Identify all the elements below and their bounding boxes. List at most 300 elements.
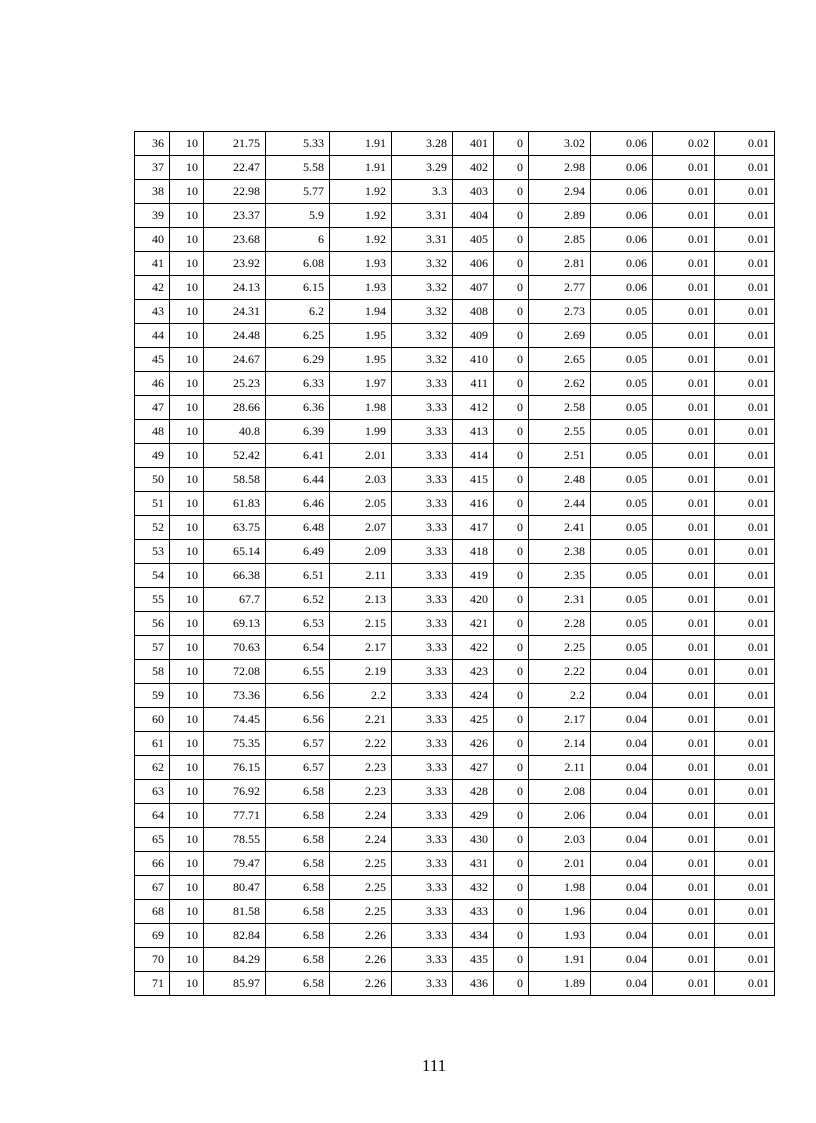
table-cell: 85.97	[204, 972, 266, 996]
table-cell: 66.38	[204, 564, 266, 588]
table-cell: 0.04	[591, 732, 653, 756]
table-cell: 0.04	[591, 972, 653, 996]
table-cell: 434	[453, 924, 494, 948]
table-cell: 0	[494, 180, 529, 204]
table-cell: 10	[170, 540, 204, 564]
table-cell: 2.31	[529, 588, 591, 612]
table-cell: 0	[494, 396, 529, 420]
table-cell: 3.33	[392, 708, 453, 732]
table-cell: 0.01	[715, 252, 775, 276]
table-cell: 2.24	[330, 804, 392, 828]
table-cell: 0.01	[715, 420, 775, 444]
table-cell: 0.01	[715, 924, 775, 948]
table-cell: 2.22	[330, 732, 392, 756]
table-cell: 0	[494, 948, 529, 972]
table-cell: 2.58	[529, 396, 591, 420]
table-cell: 1.89	[529, 972, 591, 996]
table-cell: 0.01	[653, 156, 715, 180]
table-cell: 3.33	[392, 492, 453, 516]
table-row	[135, 876, 775, 900]
table-cell: 2.38	[529, 540, 591, 564]
table-cell: 0.01	[715, 156, 775, 180]
table-cell: 1.92	[330, 204, 392, 228]
table-row	[135, 156, 775, 180]
table-cell: 53	[135, 540, 170, 564]
table-row	[135, 636, 775, 660]
table-cell: 0.01	[653, 852, 715, 876]
table-cell: 84.29	[204, 948, 266, 972]
table-cell: 433	[453, 900, 494, 924]
table-cell: 415	[453, 468, 494, 492]
table-cell: 0.04	[591, 804, 653, 828]
table-cell: 0	[494, 972, 529, 996]
table-cell: 2.25	[529, 636, 591, 660]
table-cell: 3.33	[392, 732, 453, 756]
table-row	[135, 708, 775, 732]
table-cell: 0	[494, 252, 529, 276]
table-cell: 6.44	[266, 468, 330, 492]
table-cell: 0.06	[591, 156, 653, 180]
table-cell: 0.05	[591, 612, 653, 636]
table-row	[135, 948, 775, 972]
table-cell: 435	[453, 948, 494, 972]
table-cell: 0.04	[591, 924, 653, 948]
table-cell: 0.06	[591, 252, 653, 276]
table-cell: 10	[170, 756, 204, 780]
table-cell: 10	[170, 804, 204, 828]
table-cell: 406	[453, 252, 494, 276]
table-cell: 2.89	[529, 204, 591, 228]
table-cell: 3.33	[392, 588, 453, 612]
table-cell: 0.01	[653, 564, 715, 588]
table-row	[135, 660, 775, 684]
table-cell: 0.01	[715, 180, 775, 204]
table-cell: 0.06	[591, 132, 653, 156]
table-cell: 3.32	[392, 300, 453, 324]
table-cell: 0.05	[591, 564, 653, 588]
table-row	[135, 732, 775, 756]
table-cell: 6.33	[266, 372, 330, 396]
table-cell: 3.33	[392, 564, 453, 588]
table-cell: 10	[170, 372, 204, 396]
table-cell: 2.01	[330, 444, 392, 468]
table-cell: 41	[135, 252, 170, 276]
table-cell: 3.33	[392, 612, 453, 636]
table-cell: 0	[494, 492, 529, 516]
table-cell: 0.05	[591, 492, 653, 516]
table-row	[135, 900, 775, 924]
table-cell: 0.05	[591, 468, 653, 492]
table-cell: 57	[135, 636, 170, 660]
table-cell: 0.01	[653, 660, 715, 684]
table-cell: 0.05	[591, 588, 653, 612]
table-cell: 0.02	[653, 132, 715, 156]
table-cell: 61	[135, 732, 170, 756]
table-cell: 0.01	[653, 276, 715, 300]
table-cell: 6.58	[266, 804, 330, 828]
table-cell: 69	[135, 924, 170, 948]
table-cell: 416	[453, 492, 494, 516]
table-cell: 3.32	[392, 324, 453, 348]
table-cell: 0.01	[653, 300, 715, 324]
table-row	[135, 228, 775, 252]
table-cell: 0.04	[591, 852, 653, 876]
table-row	[135, 324, 775, 348]
table-cell: 3.33	[392, 516, 453, 540]
table-cell: 6.58	[266, 972, 330, 996]
table-cell: 0.01	[715, 540, 775, 564]
table-cell: 60	[135, 708, 170, 732]
table-cell: 24.48	[204, 324, 266, 348]
table-cell: 10	[170, 300, 204, 324]
table-cell: 10	[170, 396, 204, 420]
table-row	[135, 852, 775, 876]
table-cell: 0.01	[653, 756, 715, 780]
table-cell: 74.45	[204, 708, 266, 732]
table-cell: 0	[494, 132, 529, 156]
table-cell: 0.01	[653, 948, 715, 972]
table-cell: 0	[494, 468, 529, 492]
table-cell: 47	[135, 396, 170, 420]
table-cell: 5.58	[266, 156, 330, 180]
table-cell: 10	[170, 660, 204, 684]
table-cell: 402	[453, 156, 494, 180]
table-cell: 3.33	[392, 828, 453, 852]
table-cell: 10	[170, 732, 204, 756]
table-cell: 6.58	[266, 780, 330, 804]
table-row	[135, 276, 775, 300]
table-cell: 1.93	[330, 252, 392, 276]
table-cell: 0	[494, 300, 529, 324]
table-cell: 67	[135, 876, 170, 900]
table-cell: 0	[494, 228, 529, 252]
table-cell: 54	[135, 564, 170, 588]
table-cell: 0.01	[715, 972, 775, 996]
table-cell: 0.04	[591, 756, 653, 780]
table-cell: 0.01	[715, 780, 775, 804]
table-cell: 5.77	[266, 180, 330, 204]
table-cell: 0.01	[653, 588, 715, 612]
table-cell: 10	[170, 924, 204, 948]
table-cell: 2.26	[330, 972, 392, 996]
table-cell: 10	[170, 276, 204, 300]
table-cell: 0.01	[653, 396, 715, 420]
table-cell: 43	[135, 300, 170, 324]
table-cell: 0	[494, 204, 529, 228]
table-cell: 428	[453, 780, 494, 804]
table-cell: 424	[453, 684, 494, 708]
table-cell: 403	[453, 180, 494, 204]
table-cell: 82.84	[204, 924, 266, 948]
table-cell: 0.01	[653, 804, 715, 828]
table-cell: 1.92	[330, 180, 392, 204]
table-cell: 3.33	[392, 852, 453, 876]
table-cell: 0.01	[653, 372, 715, 396]
table-cell: 0	[494, 516, 529, 540]
table-cell: 64	[135, 804, 170, 828]
table-cell: 38	[135, 180, 170, 204]
table-cell: 62	[135, 756, 170, 780]
table-cell: 6.36	[266, 396, 330, 420]
table-cell: 0.04	[591, 684, 653, 708]
table-cell: 6.56	[266, 708, 330, 732]
table-cell: 420	[453, 588, 494, 612]
table-cell: 2.41	[529, 516, 591, 540]
table-cell: 6.15	[266, 276, 330, 300]
table-cell: 1.91	[529, 948, 591, 972]
table-cell: 2.09	[330, 540, 392, 564]
table-cell: 10	[170, 492, 204, 516]
table-cell: 10	[170, 132, 204, 156]
table-cell: 0	[494, 564, 529, 588]
table-cell: 0.01	[715, 492, 775, 516]
table-cell: 10	[170, 564, 204, 588]
table-cell: 10	[170, 684, 204, 708]
table-cell: 2.2	[529, 684, 591, 708]
table-cell: 417	[453, 516, 494, 540]
table-cell: 46	[135, 372, 170, 396]
table-cell: 2.25	[330, 900, 392, 924]
table-cell: 6.46	[266, 492, 330, 516]
table-cell: 1.98	[330, 396, 392, 420]
table-cell: 0.01	[715, 276, 775, 300]
table-cell: 2.17	[330, 636, 392, 660]
table-cell: 2.21	[330, 708, 392, 732]
table-cell: 6.29	[266, 348, 330, 372]
table-cell: 2.48	[529, 468, 591, 492]
table-cell: 1.95	[330, 348, 392, 372]
table-cell: 0.01	[653, 828, 715, 852]
table-cell: 2.69	[529, 324, 591, 348]
table-cell: 72.08	[204, 660, 266, 684]
table-cell: 0.01	[715, 612, 775, 636]
table-cell: 23.68	[204, 228, 266, 252]
table-cell: 0	[494, 708, 529, 732]
table-cell: 52	[135, 516, 170, 540]
table-cell: 24.13	[204, 276, 266, 300]
table-cell: 49	[135, 444, 170, 468]
table-cell: 6.39	[266, 420, 330, 444]
table-cell: 3.32	[392, 252, 453, 276]
table-cell: 0.04	[591, 948, 653, 972]
table-cell: 48	[135, 420, 170, 444]
table-cell: 410	[453, 348, 494, 372]
table-cell: 70.63	[204, 636, 266, 660]
table-cell: 2.11	[330, 564, 392, 588]
table-cell: 0.01	[653, 180, 715, 204]
table-cell: 10	[170, 468, 204, 492]
table-cell: 79.47	[204, 852, 266, 876]
table-cell: 407	[453, 276, 494, 300]
table-cell: 2.26	[330, 924, 392, 948]
table-cell: 5.9	[266, 204, 330, 228]
table-cell: 2.73	[529, 300, 591, 324]
table-cell: 0.01	[715, 876, 775, 900]
table-cell: 3.31	[392, 228, 453, 252]
table-cell: 10	[170, 972, 204, 996]
table-cell: 75.35	[204, 732, 266, 756]
table-row	[135, 828, 775, 852]
table-cell: 0.06	[591, 204, 653, 228]
table-cell: 10	[170, 348, 204, 372]
table-cell: 0.01	[715, 516, 775, 540]
table-row	[135, 780, 775, 804]
table-cell: 0.01	[653, 348, 715, 372]
table-cell: 3.33	[392, 876, 453, 900]
table-cell: 37	[135, 156, 170, 180]
table-cell: 430	[453, 828, 494, 852]
table-cell: 0.01	[653, 780, 715, 804]
table-row	[135, 132, 775, 156]
table-cell: 1.92	[330, 228, 392, 252]
table-cell: 0	[494, 684, 529, 708]
table-cell: 2.25	[330, 852, 392, 876]
table-cell: 0.01	[653, 636, 715, 660]
table-cell: 1.95	[330, 324, 392, 348]
table-cell: 413	[453, 420, 494, 444]
table-cell: 6.55	[266, 660, 330, 684]
table-cell: 0.01	[653, 492, 715, 516]
table-cell: 6.49	[266, 540, 330, 564]
table-row	[135, 588, 775, 612]
table-cell: 0.01	[653, 900, 715, 924]
table-cell: 0.05	[591, 420, 653, 444]
table-cell: 3.33	[392, 540, 453, 564]
table-cell: 3.33	[392, 636, 453, 660]
table-cell: 3.33	[392, 396, 453, 420]
table-cell: 3.33	[392, 684, 453, 708]
table-cell: 1.97	[330, 372, 392, 396]
table-cell: 10	[170, 228, 204, 252]
table-cell: 0.04	[591, 708, 653, 732]
data-table	[134, 131, 775, 996]
table-cell: 10	[170, 780, 204, 804]
table-cell: 67.7	[204, 588, 266, 612]
table-cell: 426	[453, 732, 494, 756]
table-cell: 0.06	[591, 228, 653, 252]
table-row	[135, 540, 775, 564]
table-cell: 1.98	[529, 876, 591, 900]
table-cell: 0.05	[591, 372, 653, 396]
table-cell: 6.52	[266, 588, 330, 612]
table-cell: 61.83	[204, 492, 266, 516]
table-cell: 0.05	[591, 540, 653, 564]
page-number: 111	[421, 1056, 447, 1075]
table-cell: 411	[453, 372, 494, 396]
table-cell: 0.04	[591, 780, 653, 804]
table-cell: 436	[453, 972, 494, 996]
table-cell: 6.58	[266, 876, 330, 900]
table-row	[135, 204, 775, 228]
table-cell: 6	[266, 228, 330, 252]
table-cell: 78.55	[204, 828, 266, 852]
table-cell: 0.05	[591, 516, 653, 540]
table-cell: 0	[494, 756, 529, 780]
table-cell: 0.01	[653, 204, 715, 228]
table-cell: 10	[170, 900, 204, 924]
table-cell: 0	[494, 348, 529, 372]
table-cell: 2.08	[529, 780, 591, 804]
table-row	[135, 972, 775, 996]
table-cell: 408	[453, 300, 494, 324]
table-row	[135, 684, 775, 708]
table-cell: 0.01	[653, 612, 715, 636]
table-cell: 0.01	[715, 468, 775, 492]
table-cell: 427	[453, 756, 494, 780]
table-cell: 0.01	[715, 756, 775, 780]
table-cell: 40	[135, 228, 170, 252]
table-cell: 2.05	[330, 492, 392, 516]
table-cell: 28.66	[204, 396, 266, 420]
table-cell: 58	[135, 660, 170, 684]
table-cell: 2.26	[330, 948, 392, 972]
table-cell: 0.04	[591, 876, 653, 900]
table-row	[135, 924, 775, 948]
table-cell: 2.25	[330, 876, 392, 900]
table-cell: 6.2	[266, 300, 330, 324]
table-cell: 6.48	[266, 516, 330, 540]
table-cell: 0	[494, 732, 529, 756]
table-cell: 73.36	[204, 684, 266, 708]
table-cell: 0.01	[715, 564, 775, 588]
table-cell: 66	[135, 852, 170, 876]
table-cell: 421	[453, 612, 494, 636]
table-cell: 10	[170, 708, 204, 732]
table-cell: 10	[170, 852, 204, 876]
table-cell: 10	[170, 180, 204, 204]
table-cell: 63.75	[204, 516, 266, 540]
table-cell: 10	[170, 156, 204, 180]
table-cell: 80.47	[204, 876, 266, 900]
table-cell: 6.08	[266, 252, 330, 276]
table-cell: 0.01	[715, 684, 775, 708]
table-cell: 0	[494, 876, 529, 900]
table-cell: 23.92	[204, 252, 266, 276]
table-cell: 6.58	[266, 852, 330, 876]
table-cell: 10	[170, 324, 204, 348]
table-cell: 44	[135, 324, 170, 348]
table-cell: 69.13	[204, 612, 266, 636]
table-cell: 10	[170, 516, 204, 540]
table-cell: 3.32	[392, 276, 453, 300]
table-cell: 3.31	[392, 204, 453, 228]
table-cell: 3.33	[392, 372, 453, 396]
table-cell: 0.01	[715, 372, 775, 396]
table-row	[135, 564, 775, 588]
table-cell: 0.01	[653, 924, 715, 948]
table-cell: 0.05	[591, 636, 653, 660]
table-cell: 3.3	[392, 180, 453, 204]
table-cell: 0.01	[653, 972, 715, 996]
table-cell: 0.01	[715, 636, 775, 660]
table-row	[135, 180, 775, 204]
table-cell: 0.01	[715, 828, 775, 852]
table-cell: 6.25	[266, 324, 330, 348]
table-cell: 65	[135, 828, 170, 852]
table-cell: 0.05	[591, 444, 653, 468]
table-cell: 6.57	[266, 756, 330, 780]
table-cell: 0.05	[591, 324, 653, 348]
table-cell: 0.01	[715, 228, 775, 252]
table-cell: 10	[170, 204, 204, 228]
table-cell: 2.24	[330, 828, 392, 852]
table-cell: 3.33	[392, 900, 453, 924]
table-cell: 2.11	[529, 756, 591, 780]
table-cell: 68	[135, 900, 170, 924]
table-cell: 0	[494, 804, 529, 828]
table-cell: 0	[494, 324, 529, 348]
table-cell: 2.77	[529, 276, 591, 300]
